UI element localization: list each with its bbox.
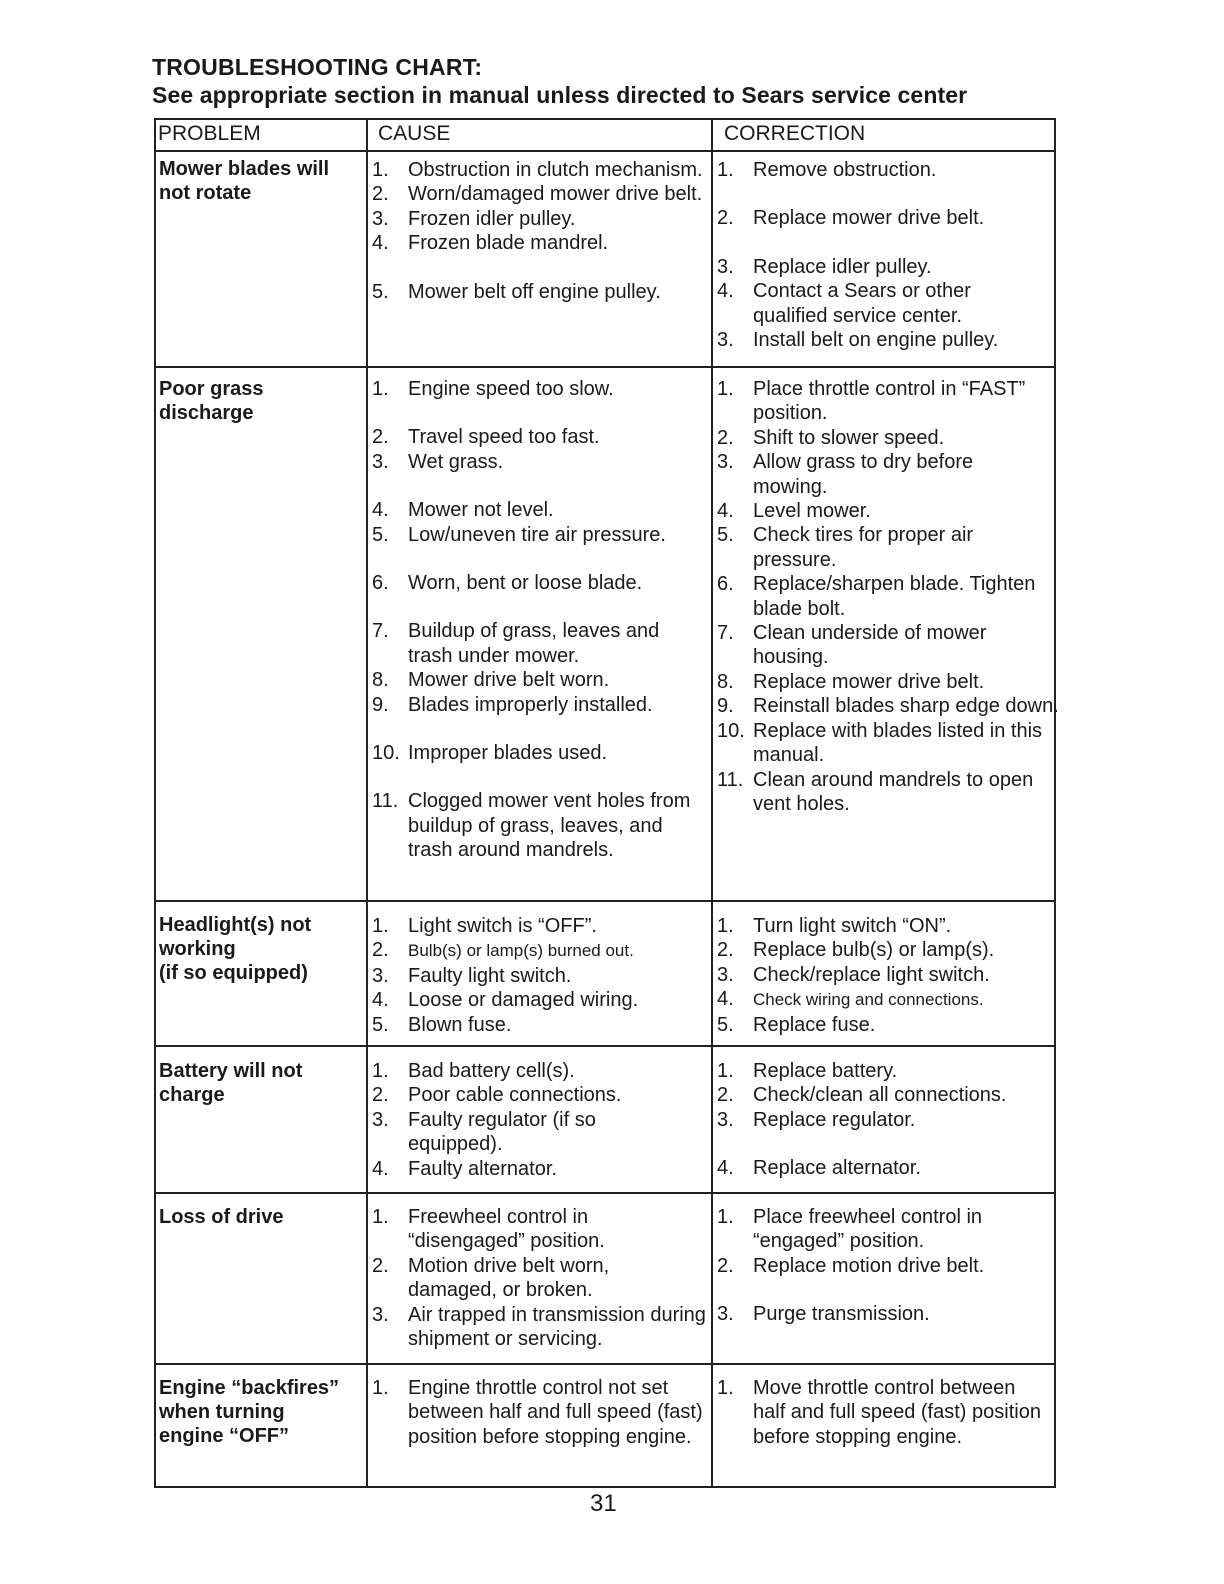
correction-cell	[715, 377, 1059, 816]
cause-item: 1. Bad battery cell(s).	[372, 1060, 575, 1082]
problem-cell	[159, 1059, 359, 1107]
row-divider	[156, 1363, 1054, 1365]
cause-item: 2. Motion drive belt worn, damaged, or broken.	[372, 1254, 610, 1302]
correction-item: 2. Replace motion drive belt.	[717, 1254, 985, 1277]
cause-cell	[370, 377, 708, 863]
cause-item: 3. Frozen idler pulley.	[372, 207, 576, 230]
correction-cell	[715, 1059, 1053, 1181]
problem-line: not rotate	[159, 182, 252, 204]
cause-item: 2. Bulb(s) or lamp(s) burned out.	[372, 939, 634, 962]
cause-cell	[370, 158, 708, 304]
problem-line: Mower blades will	[159, 158, 330, 180]
row-divider	[156, 366, 1054, 368]
correction-item: 2. Check/clean all connections.	[717, 1084, 1007, 1107]
cause-item: 4. Faulty alternator.	[372, 1157, 557, 1180]
problem-line: Engine “backfires”	[159, 1377, 340, 1399]
correction-item: 3. Replace idler pulley.	[717, 255, 932, 278]
correction-item: 3. Install belt on engine pulley.	[717, 329, 999, 352]
row-divider	[156, 1045, 1054, 1047]
problem-cell	[159, 157, 359, 205]
cause-item: 1. Freewheel control in “disengaged” position.	[372, 1206, 605, 1253]
correction-cell	[715, 158, 1053, 352]
cause-item: 2. Poor cable connections.	[372, 1084, 622, 1107]
problem-cell	[159, 1376, 374, 1448]
problem-cell	[159, 377, 359, 425]
correction-item: 2. Replace bulb(s) or lamp(s).	[717, 939, 995, 962]
correction-item: 4. Replace alternator.	[717, 1157, 921, 1180]
cause-item: 6. Worn, bent or loose blade.	[372, 572, 643, 595]
row-divider	[156, 900, 1054, 902]
correction-item: 5. Replace fuse.	[717, 1013, 876, 1036]
correction-cell	[715, 1376, 1053, 1449]
cause-item: 3. Faulty light switch.	[372, 964, 572, 987]
cause-item: 2. Travel speed too fast.	[372, 426, 600, 449]
page-number: 31	[590, 1490, 617, 1517]
column-header-correction: CORRECTION	[724, 122, 866, 145]
correction-item: 3. Allow grass to dry before mowing.	[717, 451, 974, 498]
cause-cell	[370, 914, 708, 1037]
correction-item: 1. Place freewheel control in “engaged” position.	[717, 1206, 983, 1253]
correction-cell	[715, 914, 1053, 1037]
cause-item: 8. Mower drive belt worn.	[372, 669, 610, 692]
cause-item: 3. Faulty regulator (if so equipped).	[372, 1108, 596, 1156]
correction-item: 6. Replace/sharpen blade. Tighten blade bolt.	[717, 573, 1036, 620]
correction-item: 5. Check tires for proper air pressure.	[717, 524, 974, 571]
cause-item: 5. Blown fuse.	[372, 1013, 512, 1036]
correction-item: 1. Turn light switch “ON”.	[717, 915, 952, 937]
cause-item: 5. Mower belt off engine pulley.	[372, 280, 661, 303]
problem-line: Poor grass	[159, 378, 264, 400]
cause-item: 9. Blades improperly installed.	[372, 693, 653, 716]
problem-line: discharge	[159, 402, 254, 424]
problem-line: charge	[159, 1084, 225, 1106]
cause-item: 2. Worn/damaged mower drive belt.	[372, 183, 703, 206]
cause-cell	[370, 1376, 708, 1449]
correction-item: 1. Place throttle control in “FAST” position.	[717, 378, 1026, 425]
troubleshooting-table	[154, 118, 1059, 1488]
cause-item: 7. Buildup of grass, leaves and trash under mower.	[372, 620, 660, 667]
cause-item: 4. Frozen blade mandrel.	[372, 232, 609, 255]
problem-line: (if so equipped)	[159, 962, 308, 984]
problem-cell	[159, 1205, 359, 1229]
cause-item: 1. Engine speed too slow.	[372, 378, 614, 400]
correction-item: 2. Shift to slower speed.	[717, 426, 945, 449]
cause-item: 4. Loose or damaged wiring.	[372, 989, 639, 1012]
correction-item: 4. Level mower.	[717, 500, 871, 523]
correction-item: 10. Replace with blades listed in this manual.	[717, 719, 1043, 767]
correction-item: 8. Replace mower drive belt.	[717, 670, 985, 693]
correction-item: 1. Move throttle control between half and full speed (fast) position before stopping engine.	[717, 1377, 1041, 1448]
correction-item: 1. Replace battery.	[717, 1060, 898, 1082]
correction-item: 9. Reinstall blades sharp edge down.	[717, 695, 1059, 718]
correction-item: 3. Replace regulator.	[717, 1108, 916, 1131]
column-header-problem: PROBLEM	[158, 122, 261, 145]
problem-line: engine “OFF”	[159, 1425, 289, 1447]
cause-cell	[370, 1205, 708, 1351]
cause-cell	[370, 1059, 708, 1181]
cause-item: 4. Mower not level.	[372, 499, 554, 522]
header-divider	[156, 150, 1054, 152]
cause-item: 10. Improper blades used.	[372, 742, 608, 765]
correction-item: 1. Remove obstruction.	[717, 159, 937, 181]
problem-line: when turning	[159, 1401, 285, 1423]
column-header-cause: CAUSE	[378, 122, 451, 145]
cause-item: 1. Light switch is “OFF”.	[372, 915, 597, 937]
cause-item: 11. Clogged mower vent holes from buildup of grass, leaves, and trash around mandrels.	[372, 790, 691, 862]
cause-item: 3. Wet grass.	[372, 450, 504, 473]
column-divider	[366, 120, 368, 1486]
correction-item: 7. Clean underside of mower housing.	[717, 622, 987, 669]
problem-cell	[159, 913, 359, 985]
cause-item: 3. Air trapped in transmission during shipment or servicing.	[372, 1303, 706, 1351]
chart-subtitle: See appropriate section in manual unless directed to Sears service center	[152, 82, 968, 108]
correction-item: 3. Check/replace light switch.	[717, 963, 990, 986]
problem-line: Headlight(s) not	[159, 914, 312, 936]
problem-line: Loss of drive	[159, 1206, 284, 1228]
cause-item: 5. Low/uneven tire air pressure.	[372, 523, 666, 546]
row-divider	[156, 1192, 1054, 1194]
column-divider	[711, 120, 713, 1486]
cause-item: 1. Obstruction in clutch mechanism.	[372, 159, 703, 181]
cause-item: 1. Engine throttle control not set between half and full speed (fast) position before stopping engine.	[372, 1377, 703, 1448]
chart-title: TROUBLESHOOTING CHART:	[152, 54, 483, 80]
problem-line: working	[159, 938, 236, 960]
correction-item: 11. Clean around mandrels to open vent holes.	[717, 768, 1034, 815]
correction-item: 2. Replace mower drive belt.	[717, 207, 985, 230]
correction-item: 3. Purge transmission.	[717, 1303, 930, 1326]
correction-cell	[715, 1205, 1053, 1327]
problem-line: Battery will not	[159, 1060, 303, 1082]
correction-item: 4. Check wiring and connections.	[717, 988, 984, 1011]
correction-item: 4. Contact a Sears or other qualified service center.	[717, 280, 971, 327]
